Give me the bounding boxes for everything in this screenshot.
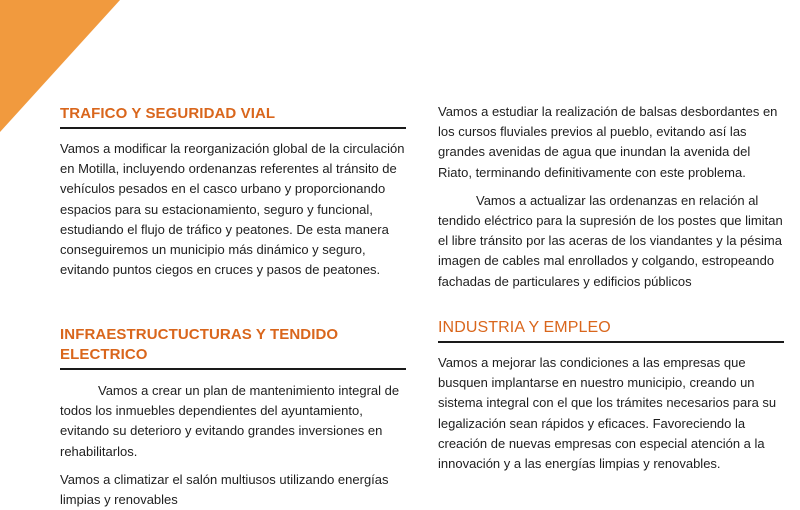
section-trafico [60,104,406,280]
industria-paragraph: Vamos a mejorar las condiciones a las empresas que busquen implantarse en nuestro municipio, creando un sistema integral con el que los trámites necesarios para su legalización sean rápidos y eficaces. Favoreciendo la creación de nuevas empresas con especial atención a la innovación y a las energías limpias y renovables. [438,355,777,472]
heading-rule [438,341,784,343]
section-balsas [438,102,784,292]
section-industria [438,318,784,474]
trafico-paragraph: Vamos a modificar la reorganización global de la circulación en Motilla, incluyendo ordenanzas referentes al tránsito de vehículos pesados en el casco urbano y proporcionando espacios para su estacionamiento, seguro y funcional, estudiando el flujo de tráfico y peatones. De esta manera conseguiremos un municipio más dinámico y seguro, evitando puntos ciegos en cruces y pasos de peatones. [60,141,405,278]
section-heading-infraestructuras: INFRAESTRUCTUCTURAS Y TENDIDO ELECTRICO [60,326,339,363]
infraestructuras-paragraph-2: Vamos a climatizar el salón multiusos utilizando energías limpias y renovables [60,471,389,508]
section-heading-industria: INDUSTRIA Y EMPLEO [438,319,611,336]
balsas-paragraph-2: Vamos a actualizar las ordenanzas en relación al tendido eléctrico para la supresión de los postes que limitan el libre tránsito por las aceras de los viandantes y la pésima imagen de cables mal enrollados y colgando, estropeando fachadas de particulares y edificios públicos [438,192,783,289]
heading-rule [60,127,406,129]
heading-rule [60,368,406,370]
infraestructuras-paragraph-1: Vamos a crear un plan de mantenimiento integral de todos los inmuebles dependientes del ayuntamiento, evitando su deterioro y evitando grandes inversiones en rehabilitarlos. [60,383,400,459]
section-infraestructuras [60,325,406,510]
balsas-paragraph-1: Vamos a estudiar la realización de balsas desbordantes en los cursos fluviales previos al pueblo, evitando así las grandes avenidas de agua que inundan la avenida del Riato, terminando definitivamente con este problema. [438,104,778,180]
section-heading-trafico: TRAFICO Y SEGURIDAD VIAL [60,105,276,122]
